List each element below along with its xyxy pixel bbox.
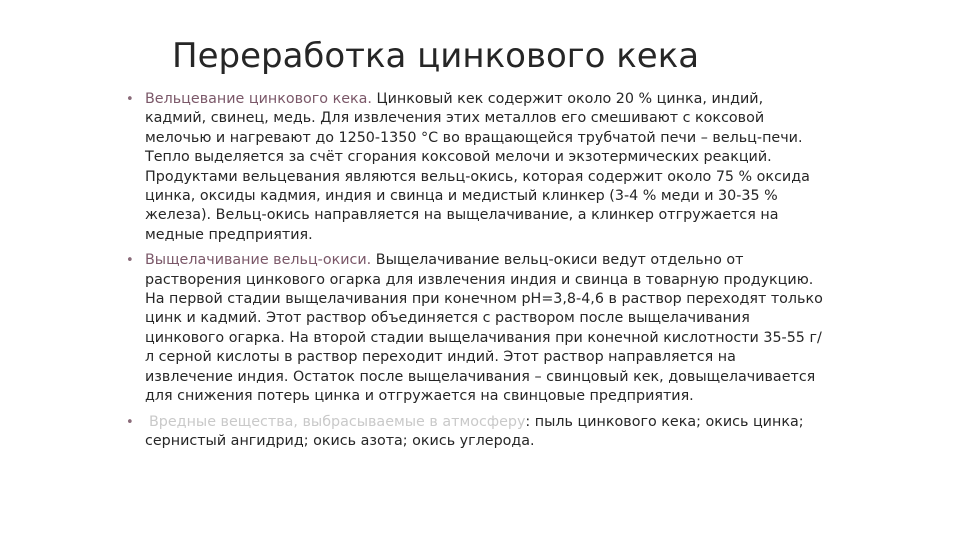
bullet-lead: Вредные вещества, выбрасываемые в атмосферу [149,413,526,430]
bullet-lead: Вельцевание цинкового кека. [145,91,372,107]
bullet-item-emissions [126,413,826,452]
bullet-text: Цинковый кек содержит около 20 % цинка, индий, кадмий, свинец, медь. Для извлечения этих металлов его смешивают с коксовой мелочью и нагревают до 1250-1350 °С во вращающейся трубчатой печи – вельц-печи. Тепло выделяется за счёт сгорания коксовой мелочи и экзотермических реакций. Продуктами вельцевания являются вельц-окись, которая содержит около 75 % оксида цинка, оксиды кадмия, индия и свинца и медистый клинкер (3-4 % меди и 30-35 % железа). Вельц-окись направляется на выщелачивание, а клинкер отгружается на медные предприятия. [145,91,810,243]
bullet-item-welting [126,90,826,245]
slide-title: Переработка цинкового кека [172,36,700,76]
bullet-item-leaching [126,251,826,406]
bullet-lead: Выщелачивание вельц-окиси. [145,252,372,269]
bullet-dot-icon: • [126,253,134,269]
bullet-list [126,90,826,457]
bullet-dot-icon: • [126,414,134,430]
bullet-text: Выщелачивание вельц-окиси ведут отдельно от растворения цинкового огарка для извлечения индия и свинца в товарную продукцию. На первой стадии выщелачивания при конечном рН=3,8-4,6 в раствор переходят только цинк и кадмий. Этот раствор объединяется с раствором после выщелачивания цинкового огарка. На второй стадии выщелачивания при конечной кислотности 35-55 г/л серной кислоты в раствор переходит индий. Этот раствор направляется на извлечение индия. Остаток после выщелачивания – свинцовый кек, довыщелачивается для снижения потерь цинка и отгружается на свинцовые предприятия. [145,252,823,405]
bullet-text: : пыль цинкового кека; окись цинка; сернистый ангидрид; окись азота; окись углерода. [145,413,804,449]
bullet-dot-icon: • [126,92,134,107]
